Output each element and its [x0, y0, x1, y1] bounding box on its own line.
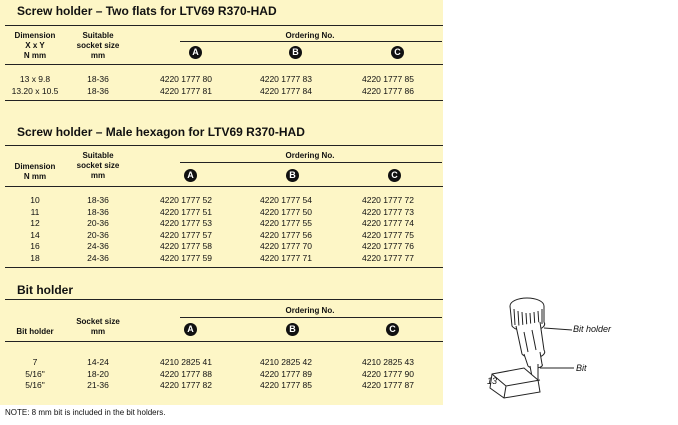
section1-rule-top — [5, 25, 443, 26]
section1-socket-header: Suitable socket size mm — [76, 31, 120, 60]
section3-title: Bit holder — [17, 283, 73, 297]
col-b-badge: B — [289, 46, 302, 59]
section1-rule-bottom — [5, 100, 443, 101]
col-c-badge: C — [386, 323, 399, 336]
section2-ordering-header: Ordering No. — [285, 151, 335, 160]
col-c-badge: C — [391, 46, 404, 59]
section2-rule-header — [5, 186, 443, 187]
section3-rule-header — [5, 341, 443, 342]
bit-holder-label: Bit holder — [573, 324, 612, 334]
section2-rule-top — [5, 145, 443, 146]
section2-title: Screw holder – Male hexagon for LTV69 R370-HAD — [17, 125, 305, 139]
section1-dimension-header: Dimension X x Y N mm — [14, 31, 56, 60]
section2-socket-header: Suitable socket size mm — [76, 151, 120, 180]
section3-ordering-rule — [180, 317, 442, 318]
col-b-badge: B — [286, 169, 299, 182]
bit-holder-drawing-icon — [478, 292, 678, 402]
section3-rule-top — [5, 299, 443, 300]
section2-ordering-rule — [180, 162, 442, 163]
section1-rule-header — [5, 64, 443, 65]
section3-ordering-header: Ordering No. — [285, 306, 335, 315]
dimension-label: 13 — [487, 376, 498, 386]
bit-label: Bit — [576, 363, 587, 373]
col-a-badge: A — [184, 323, 197, 336]
col-c-badge: C — [388, 169, 401, 182]
footnote: NOTE: 8 mm bit is included in the bit holders. — [5, 408, 166, 417]
section1-ordering-rule — [180, 41, 442, 42]
col-a-badge: A — [189, 46, 202, 59]
section2-rule-bottom — [5, 267, 443, 268]
section2-dimension-header: Dimension N mm — [14, 162, 56, 181]
section1-ordering-header: Ordering No. — [285, 31, 335, 40]
col-b-badge: B — [286, 323, 299, 336]
col-a-badge: A — [184, 169, 197, 182]
section3-dimension-header: Bit holder — [16, 327, 54, 336]
section3-socket-header: Socket size mm — [76, 317, 120, 336]
bit-holder-illustration — [478, 292, 678, 402]
section1-title: Screw holder – Two flats for LTV69 R370-HAD — [17, 4, 277, 18]
